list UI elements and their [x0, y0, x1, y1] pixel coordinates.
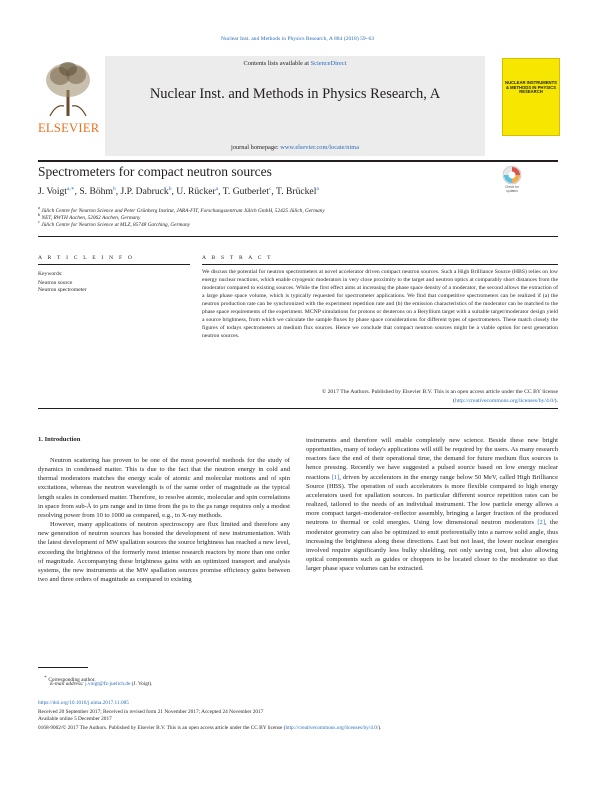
doi-line [38, 700, 558, 707]
affiliation-b: $^b$ NET, RWTH Aachen, 52062 Aachen, Germany [38, 212, 141, 221]
article-info-rule [38, 264, 190, 265]
author-name[interactable]: J.P. Dabruck [120, 186, 169, 198]
body-column-left [38, 456, 290, 584]
affiliation-c: $^c$ Jülich Centre for Neutron Science at MLZ, 85748 Garching, Germany [38, 219, 191, 228]
article-title: Spectrometers for compact neutron sources [38, 164, 272, 179]
journal-name: Nuclear Inst. and Methods in Physics Research, A [149, 86, 441, 102]
author-affiliation-mark[interactable]: c [268, 186, 272, 192]
author-separator: , [74, 186, 80, 198]
contents-line [105, 60, 485, 67]
author-affiliation-mark[interactable]: a [316, 186, 319, 192]
homepage-prefix: journal homepage: [230, 144, 281, 151]
keywords-label: Keywords: [38, 271, 63, 277]
journal-masthead [105, 56, 485, 156]
author-name[interactable]: J. Voigt [38, 186, 67, 198]
body-column-right [306, 436, 558, 573]
license-line: © 2017 The Authors. Published by Elsevier B.V. This is an open access article under the CC BY license [321, 389, 558, 395]
author-separator: , [171, 186, 177, 198]
abstract-text: We discuss the potential for neutron spectrometers at novel accelerator driven compact neutron sources. Such a High Brilliance Source (HBS) relies on low energy nuclear reactions, which enable cryogenic moderators in very close proximity to the target and neutron optics at comparably short distances from the moderator compared to existing sources. While the first effect aims at increasing the phase space density of a moderator, the second allows the extraction of a large phase space volume, which is typically requested for spectrometer applications. We find that competitive spectrometers can be realized if (a) the neutron production rate can be synchronized with the experiment repetition rate and (b) the emission characteristics of the moderator can be matched to the phase space requirements of the experiment. MCNP simulations for protons or deuterons on a Beryllium target with a suitable target/moderator design yield a source brightness, from which we calculate the sample fluxes by phase space considerations for different types of spectrometers. These match closely the figures of todays spectrometers at medium flux sources. Hence we conclude that compact neutron sources might be a viable option for next generation neutron sources. [202, 269, 558, 339]
elsevier-logo [38, 58, 98, 136]
section-heading-introduction: 1. Introduction [38, 436, 81, 443]
author-name[interactable]: T. Brückel [276, 186, 317, 198]
keyword-item: Neutron source [38, 280, 73, 286]
doi-link[interactable]: https://doi.org/10.1016/j.nima.2017.11.085 [38, 700, 129, 706]
author-affiliation-mark[interactable]: a [215, 186, 219, 192]
received-dates: Received 20 September 2017; Received in revised form 21 November 2017; Accepted 24 November 2017 [38, 709, 264, 715]
crossmark-badge[interactable] [500, 164, 524, 194]
affiliation-divider [38, 236, 558, 237]
homepage-link[interactable]: www.elsevier.com/locate/nima [280, 144, 360, 151]
body-paragraph: instruments and therefore will enable completely new science. Beside these new bright opportunities, many of today's applications will still be required by the users. As many research reactors face the end of their operational time, the demand for future medium flux sources is hence pressing. Recently we have suggested a pulsed source based on low energy nuclear reactions [1], driven by accelerators in the energy range below 50 MeV, called High Brilliance Source (HBS). The operation of such accelerators is more flexible compared to high energy accelerators used for spallation sources. In particular different source repetition rates can be realized, tailored to the needs of an individual instrument. The low particle energy allows a more compact target–moderator–reflector assembly, bringing a larger fraction of the produced neutrons to thermal or cold energies. Using low dimensional neutron moderators [2], the moderator geometry can also be optimized to emit preferentially into a narrow solid angle, thus increasing the brightness along these directions. Last but not least, the lower nuclear energies involved require significantly less bulky shielding, not only saving cost, but also allowing optical components such as guides or choppers to be located closer to the moderator so that larger phase space volumes can be extracted. [306, 437, 558, 573]
author-name[interactable]: T. Gutberlet [222, 186, 269, 198]
contents-prefix: Contents lists available at [243, 60, 311, 67]
email-note: E-mail address: j.voigt@fz-juelich.de (J. Voigt). [50, 681, 153, 687]
author-separator: , [271, 186, 277, 198]
affiliation-a: $^a$ Jülich Centre for Neutron Science and Peter Grünberg Institut, JARA-FIT, Forschungszentrum Jülich GmbH, 52425 Jülich, Germany [38, 205, 325, 214]
journal-homepage-line [105, 144, 485, 151]
sciencedirect-link[interactable]: ScienceDirect [310, 60, 347, 67]
abstract-divider [38, 408, 558, 409]
body-paragraph: However, many applications of neutron spectroscopy are flux limited and therefore any new generation of neutron sources has boosted the development of new instrumentation. With the latest development of MW spallation sources the source brightness has reached a new level, exceeding the brightness of the formerly most intense research reactors by more than one order of magnitude. Accompanying these brightness gains with an optimized transport and analysis systems, the new instruments at the MW spallation sources promise efficiency gains between two and three orders of magnitude as compared to existing [38, 521, 290, 584]
author-list [38, 186, 319, 197]
author-email-link[interactable]: j.voigt@fz-juelich.de [85, 681, 131, 687]
article-info-heading: A R T I C L E I N F O [38, 255, 135, 261]
author-name[interactable]: U. Rücker [176, 186, 216, 198]
reference-link-1[interactable]: [1] [331, 473, 340, 481]
abstract-heading: A B S T R A C T [202, 255, 273, 261]
elsevier-tree-icon [42, 60, 94, 118]
author-affiliation-mark[interactable]: a,∗ [66, 186, 75, 192]
elsevier-wordmark: ELSEVIER [38, 121, 100, 135]
copyright-license-link[interactable]: http://creativecommons.org/licenses/by/4.0/ [285, 725, 379, 731]
author-separator: , [115, 186, 121, 198]
keyword-item: Neutron spectrometer [38, 287, 87, 293]
author-separator: , [218, 186, 223, 198]
license-link-line: (http://creativecommons.org/licenses/by/4.0/). [453, 398, 558, 404]
reference-link-2[interactable]: [2] [537, 519, 546, 527]
corresponding-author-note: ∗ Corresponding author. [44, 674, 96, 683]
author-affiliation-mark[interactable]: b [168, 186, 172, 192]
copyright-line: 0168-9002/© 2017 The Authors. Published by Elsevier B.V. This is an open access article under the CC BY license (http://creativecommons.org/licenses/by/4.0/). [38, 725, 382, 731]
abstract-rule [202, 264, 558, 265]
license-link[interactable]: http://creativecommons.org/licenses/by/4.0/ [454, 398, 555, 404]
cover-title: NUCLEAR INSTRUMENTS & METHODS IN PHYSICS RESEARCH [505, 80, 557, 95]
body-paragraph: Neutron scattering has proven to be one of the most powerful methods for the study of dynamics in condensed matter. This is due to the fact that the neutron energy in cold and thermal moderators matches the energy scale of atomic and molecular motions and of spin excitations, whereas the neutron wavelength is of the same order of magnitude as the typical length scales in condensed matter. Therefore, to resolve atomic, molecular and spin correlations in space from sub-Å to μm range and in time from the ps to the μs range requires only a modest resolving power from 10 to 1000 as compared, e.g., to X-ray methods. [38, 457, 290, 519]
available-online-date: Available online 5 December 2017 [38, 716, 112, 722]
footnote-divider [38, 667, 88, 668]
crossmark-label: Check for updates [505, 185, 519, 193]
journal-citation-link[interactable]: Nuclear Inst. and Methods in Physics Research, A 884 (2018) 59–63 [220, 36, 375, 42]
author-affiliation-mark[interactable]: b [112, 186, 116, 192]
header-divider [38, 160, 558, 162]
journal-cover-thumbnail[interactable] [502, 58, 560, 136]
author-name[interactable]: S. Böhm [79, 186, 113, 198]
